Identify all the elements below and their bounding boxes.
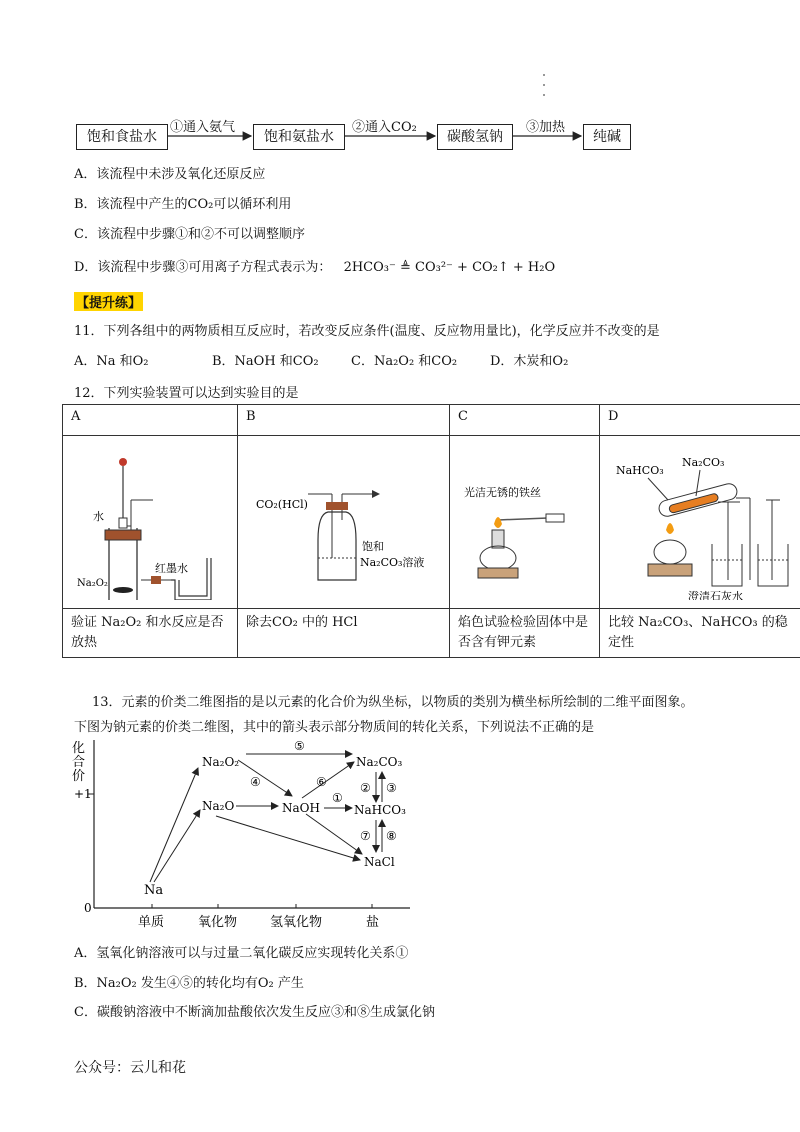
q10-option-d (74, 256, 555, 275)
x-tick-salt: 盐 (366, 915, 380, 930)
y-axis-label-1: 化 (72, 741, 86, 756)
node-na: Na (144, 883, 164, 898)
apparatus-c-cell (450, 436, 600, 609)
q10-option-c: C．该流程中步骤①和②不可以调整顺序 (74, 227, 305, 242)
label-na2o2: Na₂O₂ (77, 578, 108, 589)
label-water: 水 (93, 510, 104, 523)
label-1: ① (332, 791, 343, 805)
q10-option-d-equation: 2HCO₃⁻ ≜ CO₃²⁻ + CO₂↑ + H₂O (343, 260, 556, 275)
flow-step-2: ②通入CO₂ (352, 120, 417, 135)
x-tick-oxide: 氧化物 (198, 915, 238, 930)
q12-table (62, 404, 800, 658)
q13-option-b: B．Na₂O₂ 发生④⑤的转化均有O₂ 产生 (74, 976, 304, 991)
header-c: C (450, 405, 600, 436)
label-8: ⑧ (386, 829, 397, 843)
apparatus-c (458, 440, 591, 600)
label-7: ⑦ (360, 829, 371, 843)
section-tag: 【提升练】 (74, 292, 143, 311)
valence-class-diagram (70, 736, 430, 932)
y-tick-plus1: +1 (74, 787, 92, 801)
label-3: ③ (386, 781, 397, 795)
label-4: ④ (250, 775, 261, 789)
label-na2co3-solution: Na₂CO₃溶液 (360, 556, 425, 569)
header-b: B (238, 405, 450, 436)
desc-b: 除去CO₂ 中的 HCl (238, 609, 450, 658)
q11-stem: 11．下列各组中的两物质相互反应时，若改变反应条件(温度、反应物用量比)，化学反应并不改变的是 (74, 324, 660, 339)
q10-option-a: A．该流程中未涉及氧化还原反应 (74, 167, 266, 182)
q11-option-d: D．木炭和O₂ (490, 354, 569, 369)
node-na2o: Na₂O (202, 799, 235, 813)
label-5: ⑤ (294, 739, 305, 753)
q13-stem-2: 下图为钠元素的价类二维图，其中的箭头表示部分物质间的转化关系，下列说法不正确的是 (74, 720, 595, 735)
label-saturated: 饱和 (362, 540, 384, 553)
apparatus-d (608, 440, 800, 600)
desc-a: 验证 Na₂O₂ 和水反应是否放热 (63, 609, 238, 658)
apparatus-a (71, 440, 229, 600)
label-2: ② (360, 781, 371, 795)
flow-box-4: 纯碱 (583, 124, 631, 150)
q13-option-a: A．氢氧化钠溶液可以与过量二氧化碳反应实现转化关系① (74, 946, 409, 961)
header-d: D (600, 405, 800, 436)
footer-credit: 公众号：云儿和花 (74, 1060, 186, 1076)
header-a: A (63, 405, 238, 436)
node-naoh: NaOH (282, 801, 320, 815)
desc-c: 焰色试验检验固体中是否含有钾元素 (450, 609, 600, 658)
q13-option-c: C．碳酸钠溶液中不断滴加盐酸依次发生反应③和⑧生成氯化钠 (74, 1005, 435, 1020)
flow-box-1: 饱和食盐水 (76, 124, 168, 150)
node-nahco3: NaHCO₃ (354, 803, 406, 817)
flow-box-2: 饱和氨盐水 (253, 124, 345, 150)
x-tick-hydroxide: 氢氧化物 (270, 915, 323, 930)
q13-stem-1: 13．元素的价类二维图指的是以元素的化合价为纵坐标，以物质的类别为横坐标所绘制的二维平面图象。 (92, 695, 694, 710)
flow-box-3: 碳酸氢钠 (437, 124, 513, 150)
label-co2-hcl: CO₂(HCl) (256, 498, 308, 511)
apparatus-b (246, 440, 441, 600)
label-nahco3: NaHCO₃ (616, 464, 664, 477)
q10-option-b: B．该流程中产生的CO₂可以循环利用 (74, 197, 292, 212)
node-nacl: NaCl (364, 855, 395, 869)
x-tick-element: 单质 (138, 915, 165, 930)
flow-step-3: ③加热 (526, 120, 566, 135)
q10-option-d-text: D．该流程中步骤③可用离子方程式表示为： (74, 260, 332, 275)
y-tick-zero: 0 (84, 901, 92, 915)
desc-d: 比较 Na₂CO₃、NaHCO₃ 的稳定性 (600, 609, 800, 658)
label-red-ink: 红墨水 (155, 562, 188, 575)
label-na2co3: Na₂CO₃ (682, 456, 725, 469)
q12-stem: 12．下列实验装置可以达到实验目的是 (74, 386, 299, 401)
q11-option-a: A．Na 和O₂ (74, 354, 149, 369)
q11-option-b: B．NaOH 和CO₂ (212, 354, 319, 369)
y-axis-label-3: 价 (72, 769, 86, 784)
q11-option-c: C．Na₂O₂ 和CO₂ (351, 354, 458, 369)
flow-arrows (0, 0, 800, 160)
flow-step-1: ①通入氨气 (170, 120, 236, 135)
node-na2co3: Na₂CO₃ (356, 755, 403, 769)
label-limewater: 澄清石灰水 (688, 590, 743, 600)
label-6: ⑥ (316, 775, 327, 789)
apparatus-d-cell (600, 436, 800, 609)
y-axis-label-2: 合 (72, 755, 86, 770)
label-iron-wire: 光洁无锈的铁丝 (464, 486, 541, 499)
apparatus-a-cell (63, 436, 238, 609)
apparatus-b-cell (238, 436, 450, 609)
node-na2o2: Na₂O₂ (202, 755, 240, 769)
